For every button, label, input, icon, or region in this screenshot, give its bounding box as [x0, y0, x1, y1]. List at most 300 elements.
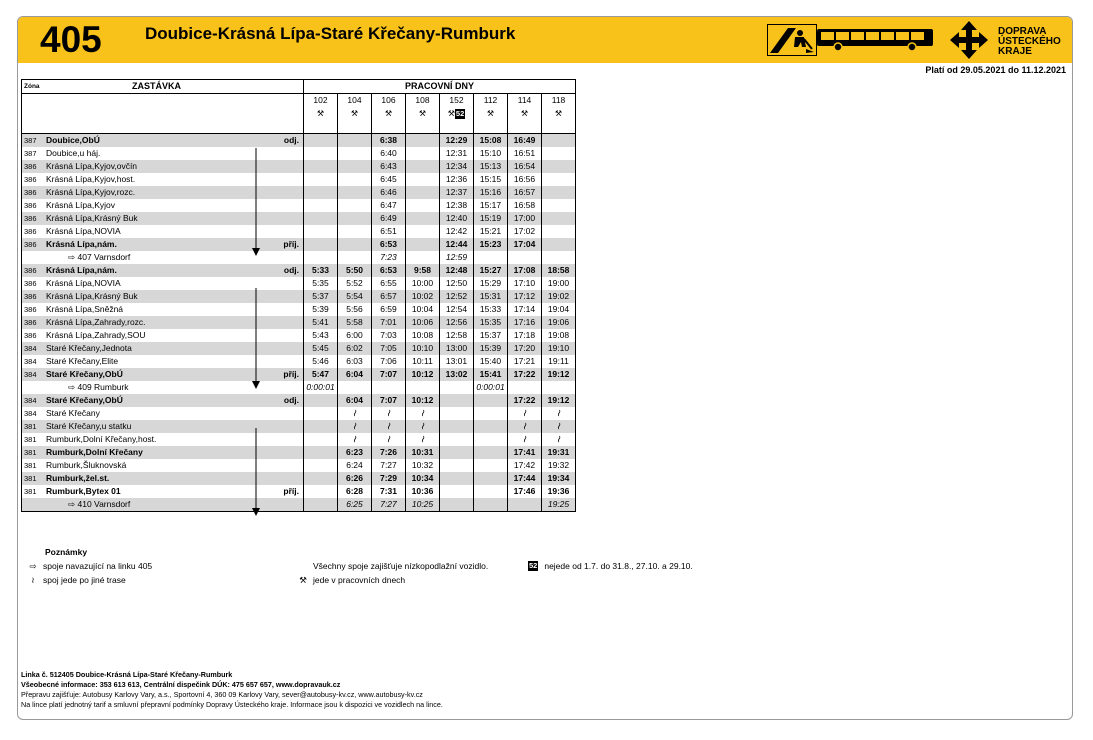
- departure-time: 12:40: [440, 212, 474, 225]
- departure-time: [542, 225, 576, 238]
- departure-time: 12:37: [440, 186, 474, 199]
- footer-operator: Přepravu zajišťuje: Autobusy Karlovy Vary, a.s., Sportovní 4, 360 09 Karlovy Vary, sever@autobusy-kv.cz, www.autobusy-kv.cz: [21, 690, 423, 699]
- departure-time: [304, 251, 338, 264]
- note-item: ⚒ jede v pracovních dnech: [293, 573, 528, 587]
- zone-number: 386: [22, 264, 45, 277]
- departure-time: 17:16: [508, 316, 542, 329]
- stop-row: [22, 212, 576, 225]
- footer-info: [21, 670, 443, 710]
- departure-time: 5:43: [304, 329, 338, 342]
- departure-time: [406, 147, 440, 160]
- stop-name: ⇨ 409 Rumburk: [68, 382, 129, 392]
- departure-time: 12:34: [440, 160, 474, 173]
- departure-time: [440, 433, 474, 446]
- connection-arrow-icon: ⇨: [29, 561, 37, 571]
- departure-time: 19:06: [542, 316, 576, 329]
- connection-row: [22, 498, 576, 512]
- departure-time: [542, 199, 576, 212]
- departure-time: 16:51: [508, 147, 542, 160]
- departure-time: 15:16: [474, 186, 508, 199]
- departure-time: 13:00: [440, 342, 474, 355]
- departure-time: 5:45: [304, 342, 338, 355]
- detour-icon: ≀: [521, 420, 528, 433]
- departure-time: 7:06: [372, 355, 406, 368]
- stop-row: [22, 472, 576, 485]
- departure-time: [474, 407, 508, 420]
- stop-name: Krásná Lípa,Zahrady,SOU: [46, 330, 146, 340]
- departure-time: [406, 251, 440, 264]
- stop-flag: [277, 342, 304, 355]
- departure-time: 15:33: [474, 303, 508, 316]
- departure-time: [338, 173, 372, 186]
- departure-time: 7:03: [372, 329, 406, 342]
- departure-time: 12:31: [440, 147, 474, 160]
- stop-flag: [277, 199, 304, 212]
- detour-icon: ≀: [351, 407, 358, 420]
- detour-icon: ≀: [385, 407, 392, 420]
- stop-name: Staré Křečany,Elite: [46, 356, 119, 366]
- departure-time: [338, 251, 372, 264]
- departure-time: 6:04: [338, 394, 372, 407]
- departure-time: [304, 420, 338, 433]
- zone-number: [22, 498, 45, 512]
- departure-time: [338, 160, 372, 173]
- stop-header: ZASTÁVKA: [44, 80, 277, 94]
- zone-number: 386: [22, 277, 45, 290]
- stop-flag: odj.: [277, 264, 304, 277]
- timetable-sheet: [17, 16, 1073, 720]
- departure-time: [406, 173, 440, 186]
- departure-time: [304, 173, 338, 186]
- stop-row: [22, 160, 576, 173]
- zone-number: 384: [22, 355, 45, 368]
- departure-time: 17:21: [508, 355, 542, 368]
- departure-time: 19:12: [542, 394, 576, 407]
- direction-arrow-icon: [251, 288, 261, 391]
- departure-time: 17:20: [508, 342, 542, 355]
- line-number: 405: [40, 19, 102, 60]
- departure-time: 6:03: [338, 355, 372, 368]
- departure-time: 6:25: [338, 498, 372, 512]
- departure-time: [304, 212, 338, 225]
- departure-time: 10:25: [406, 498, 440, 512]
- departure-time: 10:31: [406, 446, 440, 459]
- departure-time: [406, 160, 440, 173]
- stop-name: Krásná Lípa,Kyjov,ovčín: [44, 160, 277, 173]
- stop-flag: [277, 420, 304, 433]
- departure-time: 7:27: [372, 459, 406, 472]
- restriction-badge: 52: [455, 109, 465, 118]
- stop-row: [22, 186, 576, 199]
- workday-icon: ⚒: [316, 109, 325, 118]
- detour-icon: ≀: [521, 433, 528, 446]
- zone-number: [22, 251, 45, 264]
- stop-row: [22, 225, 576, 238]
- departure-time: 10:00: [406, 277, 440, 290]
- detour-icon: ≀: [31, 575, 35, 585]
- stop-name: Krásná Lípa,Kyjov,host.: [46, 174, 136, 184]
- trip-number: 106: [372, 94, 406, 108]
- departure-time: 10:04: [406, 303, 440, 316]
- departure-time: 5:39: [304, 303, 338, 316]
- departure-time: [304, 407, 338, 420]
- stop-row: [22, 394, 576, 407]
- trip-number: 112: [474, 94, 508, 108]
- departure-time: [406, 381, 440, 394]
- departure-time: 5:46: [304, 355, 338, 368]
- days-header: PRACOVNÍ DNY: [304, 80, 576, 94]
- detour-icon: ≀: [419, 433, 426, 446]
- departure-time: 15:29: [474, 277, 508, 290]
- departure-time: 7:01: [372, 316, 406, 329]
- departure-time: [406, 225, 440, 238]
- roadwork-icon: [767, 24, 817, 56]
- departure-time: [542, 160, 576, 173]
- departure-time: [542, 186, 576, 199]
- workday-icon: ⚒: [447, 109, 455, 118]
- note-item: Všechny spoje zajišťuje nízkopodlažní vozidlo.: [313, 561, 489, 571]
- departure-time: 5:35: [304, 277, 338, 290]
- departure-time: 12:54: [440, 303, 474, 316]
- direction-arrow-icon: [251, 148, 261, 258]
- departure-time: 19:11: [542, 355, 576, 368]
- stop-row: [22, 446, 576, 459]
- stop-name: Doubice,ObÚ: [44, 134, 277, 148]
- stop-flag: příj.: [277, 485, 304, 498]
- departure-time: 19:00: [542, 277, 576, 290]
- trip-number: 118: [542, 94, 576, 108]
- departure-time: [474, 394, 508, 407]
- stop-name: Krásná Lípa,NOVIA: [46, 226, 121, 236]
- departure-time: 19:08: [542, 329, 576, 342]
- stop-name: Krásná Lípa,Kyjov,rozc.: [44, 186, 277, 199]
- departure-time: 10:11: [406, 355, 440, 368]
- departure-time: [474, 420, 508, 433]
- departure-time: 13:01: [440, 355, 474, 368]
- zone-number: 381: [22, 433, 45, 446]
- departure-time: 17:10: [508, 277, 542, 290]
- departure-time: 5:41: [304, 316, 338, 329]
- stop-flag: [277, 433, 304, 446]
- zone-number: 386: [22, 303, 45, 316]
- departure-time: [440, 381, 474, 394]
- stop-flag: [277, 303, 304, 316]
- departure-time: 19:36: [542, 485, 576, 498]
- workday-icon: ⚒: [554, 109, 563, 118]
- departure-time: [406, 199, 440, 212]
- departure-time: 6:46: [372, 186, 406, 199]
- departure-time: [304, 199, 338, 212]
- note-item: 52 nejede od 1.7. do 31.8., 27.10. a 29.10.: [529, 561, 693, 571]
- departure-time: 12:58: [440, 329, 474, 342]
- departure-time: 17:02: [508, 225, 542, 238]
- departure-time: 15:35: [474, 316, 508, 329]
- stop-flag: [277, 225, 304, 238]
- stop-row: [22, 355, 576, 368]
- departure-time: [406, 238, 440, 251]
- stop-flag: [277, 160, 304, 173]
- departure-time: 19:25: [542, 498, 576, 512]
- departure-time: 17:44: [508, 472, 542, 485]
- departure-time: [508, 251, 542, 264]
- departure-time: 6:53: [372, 238, 406, 251]
- departure-time: [542, 147, 576, 160]
- departure-time: [304, 160, 338, 173]
- stop-name: Krásná Lípa,Krásný Buk: [44, 212, 277, 225]
- departure-time: 19:04: [542, 303, 576, 316]
- workday-icon: ⚒: [520, 109, 529, 118]
- stop-flag: [277, 277, 304, 290]
- departure-time: 12:52: [440, 290, 474, 303]
- departure-time: [338, 225, 372, 238]
- zone-number: 381: [22, 459, 45, 472]
- departure-time: 17:00: [508, 212, 542, 225]
- departure-time: 16:57: [508, 186, 542, 199]
- detour-icon: ≀: [385, 420, 392, 433]
- departure-time: 6:40: [372, 147, 406, 160]
- departure-time: [304, 186, 338, 199]
- timetable-grid: [21, 79, 576, 512]
- departure-time: 17:12: [508, 290, 542, 303]
- stop-flag: [277, 498, 304, 512]
- stop-flag: příj.: [277, 368, 304, 381]
- departure-time: 5:37: [304, 290, 338, 303]
- stop-row: [22, 485, 576, 498]
- stop-flag: [277, 381, 304, 394]
- departure-time: 12:50: [440, 277, 474, 290]
- departure-time: 5:47: [304, 368, 338, 381]
- stop-name: Staré Křečany: [46, 408, 100, 418]
- detour-icon: ≀: [351, 433, 358, 446]
- departure-time: 17:14: [508, 303, 542, 316]
- departure-time: 12:42: [440, 225, 474, 238]
- departure-time: 5:58: [338, 316, 372, 329]
- departure-time: 15:10: [474, 147, 508, 160]
- stop-name: Krásná Lípa,nám.: [44, 264, 277, 277]
- trip-number: 102: [304, 94, 338, 108]
- stop-row: [22, 199, 576, 212]
- departure-time: 15:41: [474, 368, 508, 381]
- zone-number: 384: [22, 368, 45, 381]
- departure-time: 17:08: [508, 264, 542, 277]
- departure-time: 6:53: [372, 264, 406, 277]
- note-item: ≀ spoj jede po jiné trase: [23, 573, 293, 587]
- departure-time: 17:22: [508, 394, 542, 407]
- departure-time: 0:00:01: [304, 381, 338, 394]
- departure-time: 7:26: [372, 446, 406, 459]
- departure-time: 0:00:01: [474, 381, 508, 394]
- departure-time: 17:18: [508, 329, 542, 342]
- zone-number: 386: [22, 290, 45, 303]
- note-item: ⇨ spoje navazující na linku 405: [23, 559, 293, 573]
- stop-name: Staré Křečany,ObÚ: [44, 368, 277, 381]
- departure-time: 6:59: [372, 303, 406, 316]
- trip-number-row: [22, 94, 576, 108]
- stop-flag: [277, 186, 304, 199]
- stop-name: Rumburk,Dolní Křečany,host.: [46, 434, 157, 444]
- departure-time: [372, 381, 406, 394]
- departure-time: 17:42: [508, 459, 542, 472]
- trip-number: 108: [406, 94, 440, 108]
- departure-time: [440, 420, 474, 433]
- departure-time: [304, 134, 338, 148]
- departure-time: 7:31: [372, 485, 406, 498]
- departure-time: 15:13: [474, 160, 508, 173]
- departure-time: [474, 459, 508, 472]
- departure-time: [338, 147, 372, 160]
- departure-time: 6:04: [338, 368, 372, 381]
- departure-time: 17:04: [508, 238, 542, 251]
- departure-time: 5:33: [304, 264, 338, 277]
- departure-time: 7:05: [372, 342, 406, 355]
- departure-time: 6:24: [338, 459, 372, 472]
- zone-number: [22, 381, 45, 394]
- departure-time: [542, 173, 576, 186]
- departure-time: [542, 212, 576, 225]
- stop-row: [22, 147, 576, 160]
- departure-time: 15:21: [474, 225, 508, 238]
- trip-number: 152: [440, 94, 474, 108]
- workday-icon: ⚒: [418, 109, 427, 118]
- detour-icon: ≀: [521, 407, 528, 420]
- detour-icon: ≀: [555, 407, 562, 420]
- stop-row: [22, 303, 576, 316]
- departure-time: 10:10: [406, 342, 440, 355]
- direction-arrow-icon: [251, 428, 261, 518]
- departure-time: [440, 446, 474, 459]
- departure-time: [542, 381, 576, 394]
- stop-flag: [277, 251, 304, 264]
- zone-number: 384: [22, 394, 45, 407]
- departure-time: 6:51: [372, 225, 406, 238]
- departure-time: [304, 459, 338, 472]
- departure-time: [304, 446, 338, 459]
- dopravauk-logo-icon: [948, 21, 990, 59]
- departure-time: 12:29: [440, 134, 474, 148]
- departure-time: [304, 485, 338, 498]
- validity-period: Platí od 29.05.2021 do 11.12.2021: [925, 65, 1066, 75]
- stop-name: Staré Křečany,u statku: [44, 420, 277, 433]
- departure-time: 12:36: [440, 173, 474, 186]
- departure-time: [542, 251, 576, 264]
- departure-time: [304, 472, 338, 485]
- departure-time: 16:58: [508, 199, 542, 212]
- zone-header: Zóna: [22, 80, 45, 94]
- departure-time: 15:15: [474, 173, 508, 186]
- departure-time: [338, 381, 372, 394]
- departure-time: 15:17: [474, 199, 508, 212]
- stop-name: ⇨ 410 Varnsdorf: [44, 498, 277, 512]
- departure-time: 6:55: [372, 277, 406, 290]
- zone-number: 387: [22, 147, 45, 160]
- departure-time: 12:59: [440, 251, 474, 264]
- zone-number: 381: [22, 446, 45, 459]
- departure-time: 6:28: [338, 485, 372, 498]
- zone-number: 386: [22, 329, 45, 342]
- departure-time: 10:12: [406, 394, 440, 407]
- departure-time: 10:12: [406, 368, 440, 381]
- departure-time: [304, 225, 338, 238]
- stop-name: Krásná Lípa,NOVIA: [46, 278, 121, 288]
- departure-time: 16:54: [508, 160, 542, 173]
- departure-time: [440, 485, 474, 498]
- detour-icon: ≀: [419, 407, 426, 420]
- departure-time: 6:38: [372, 134, 406, 148]
- departure-time: [542, 238, 576, 251]
- stop-flag: [277, 173, 304, 186]
- departure-time: [474, 485, 508, 498]
- stop-name: Krásná Lípa,Zahrady,rozc.: [44, 316, 277, 329]
- stop-name: Staré Křečany,Jednota: [44, 342, 277, 355]
- departure-time: 16:49: [508, 134, 542, 148]
- departure-time: [474, 498, 508, 512]
- departure-time: 12:38: [440, 199, 474, 212]
- departure-time: [542, 134, 576, 148]
- departure-time: 6:57: [372, 290, 406, 303]
- stop-flag: odj.: [277, 134, 304, 148]
- departure-time: [440, 472, 474, 485]
- table-header-row: [22, 80, 576, 94]
- stop-flag: [277, 329, 304, 342]
- stop-flag: [277, 407, 304, 420]
- departure-time: 18:58: [542, 264, 576, 277]
- stop-row: [22, 329, 576, 342]
- detour-icon: ≀: [351, 420, 358, 433]
- footer-tariff: Na lince platí jednotný tarif a smluvní přepravní podmínky Dopravy Ústeckého kraje. Informace jsou k dispozici ve vozidlech na lince.: [21, 700, 443, 709]
- connection-row: [22, 251, 576, 264]
- departure-time: [508, 381, 542, 394]
- departure-time: [440, 459, 474, 472]
- departure-time: [304, 498, 338, 512]
- departure-time: [304, 433, 338, 446]
- stop-flag: [277, 316, 304, 329]
- departure-time: [406, 212, 440, 225]
- departure-time: 5:56: [338, 303, 372, 316]
- departure-time: 5:50: [338, 264, 372, 277]
- departure-time: 6:49: [372, 212, 406, 225]
- departure-time: 10:02: [406, 290, 440, 303]
- zone-number: 381: [22, 420, 45, 433]
- departure-time: 5:52: [338, 277, 372, 290]
- departure-time: 10:34: [406, 472, 440, 485]
- trip-symbol-row: [22, 107, 576, 120]
- stop-name: Rumburk,Bytex 01: [46, 486, 121, 496]
- departure-time: 12:56: [440, 316, 474, 329]
- stop-row: [22, 420, 576, 433]
- departure-time: 12:48: [440, 264, 474, 277]
- departure-time: [474, 446, 508, 459]
- stop-flag: [277, 472, 304, 485]
- departure-time: 19:34: [542, 472, 576, 485]
- stop-name: ⇨ 407 Varnsdorf: [68, 252, 131, 262]
- dopravauk-logo-text: DOPRAVA ÚSTECKÉHO KRAJE: [998, 26, 1061, 57]
- detour-icon: ≀: [385, 433, 392, 446]
- departure-time: [474, 472, 508, 485]
- departure-time: [304, 394, 338, 407]
- departure-time: 19:12: [542, 368, 576, 381]
- stop-flag: [277, 290, 304, 303]
- stop-name: Rumburk,Dolní Křečany: [44, 446, 277, 459]
- departure-time: [338, 238, 372, 251]
- footer-line-id: Linka č. 512405 Doubice-Krásná Lípa-Staré Křečany-Rumburk: [21, 670, 233, 679]
- zone-number: 381: [22, 485, 45, 498]
- departure-time: [508, 498, 542, 512]
- departure-time: 15:19: [474, 212, 508, 225]
- stop-row: [22, 290, 576, 303]
- zone-number: 381: [22, 472, 45, 485]
- zone-number: 386: [22, 173, 45, 186]
- detour-icon: ≀: [555, 433, 562, 446]
